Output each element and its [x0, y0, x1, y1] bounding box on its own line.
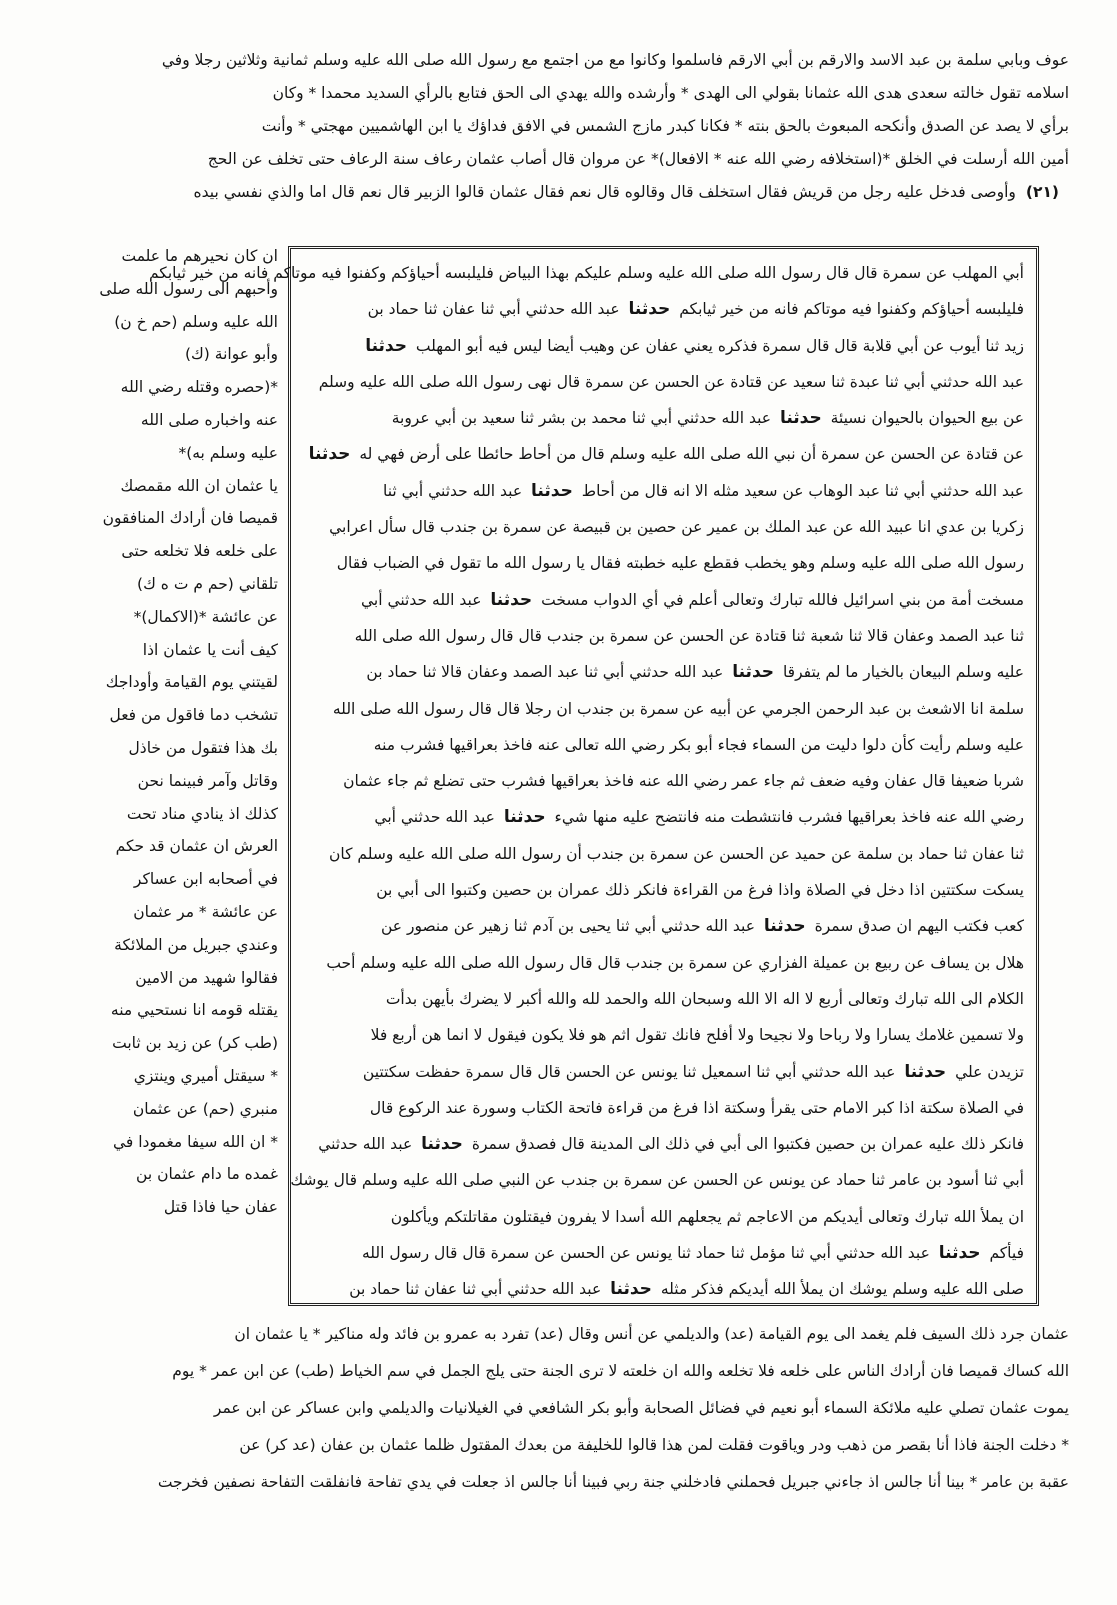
margin-line: عنه واخباره صلى الله — [140, 410, 278, 429]
header-text-block — [66, 44, 1069, 209]
main-line: عليه وسلم رأيت كأن دلوا دليت من السماء فجاء أبو بكر رضي الله تعالى عنه فاخذ بعراقيها فشرب منه — [373, 735, 1024, 754]
haddathana-marker: حدثنا — [365, 335, 407, 356]
main-line: عبد الله حدثني أبي ثنا عبد الوهاب عن سعيد مثله الا انه قال من أحاط حدثنا عبد الله حدثني أبي ثنا — [382, 480, 1024, 501]
margin-line: الله عليه وسلم (حم خ ن) — [114, 312, 278, 331]
footer-line: عقبة بن عامر * بينا أنا جالس اذ جاءني جبريل فحملني فادخلني جنة ربي فبينا أنا جالس اذ جعلت في يدي تفاحة فانفلقت التفاحة نصفين فخرجت — [157, 1473, 1069, 1491]
margin-line: على خلعه فلا تخلعه حتى — [121, 542, 278, 561]
main-line: عن قتادة عن الحسن عن سمرة أن نبي الله صلى الله عليه وسلم قال من أحاط حائطا على أرض فهي له حدثنا — [303, 436, 1024, 472]
margin-line: كذلك اذ ينادي مناد تحت — [126, 804, 278, 823]
margin-line: منبري (حم) عن عثمان — [132, 1099, 278, 1118]
margin-line: غمده ما دام عثمان بن — [136, 1165, 278, 1184]
margin-line: بك هذا فتقول من خاذل — [128, 738, 278, 757]
margin-line: فقالوا شهيد من الامين — [135, 968, 278, 987]
main-line: يسكت سكتتين اذا دخل في الصلاة واذا فرغ من القراءة فانكر ذلك عمران بن حصين وكتبوا الى أبي بن — [376, 881, 1024, 900]
margin-line: تلقاني (حم م ت ه ك) — [137, 574, 278, 593]
main-line: عليه وسلم البيعان بالخيار ما لم يتفرقا حدثنا عبد الله حدثني أبي ثنا عبد الصمد وعفان قالا ثنا حماد بن — [366, 662, 1024, 683]
margin-line: عن عائشة * مر عثمان — [133, 902, 278, 921]
main-line: كعب فكتب اليهم ان صدق سمرة حدثنا عبد الله حدثني أبي ثنا يحيى بن آدم ثنا زهير عن منصور عن — [380, 916, 1024, 937]
main-line: فيأكم حدثنا عبد الله حدثني أبي ثنا مؤمل ثنا حماد ثنا يونس عن الحسن عن سمرة قال قال رسول الله — [361, 1243, 1024, 1264]
footer-line: عثمان جرد ذلك السيف فلم يغمد الى يوم القيامة (عد) والديلمي عن أنس وقال (عد) تفرد به عمرو بن فائد وله مناكير * يا عثمان ان — [234, 1325, 1069, 1343]
haddathana-marker: حدثنا — [938, 1243, 981, 1264]
haddathana-marker: حدثنا — [531, 480, 573, 501]
main-line: مسخت أمة من بني اسرائيل فالله تبارك وتعالى أعلم في أي الدواب مسخت حدثنا عبد الله حدثني أبي — [360, 589, 1024, 610]
margin-line: عفان حيا فاذا قتل — [163, 1198, 278, 1217]
main-line: ان يملأ الله تبارك وتعالى أيديكم من الاعاجم ثم يجعلهم الله أسدا لا يفرون فيقتلون مقاتلتكم ويأكلون — [390, 1207, 1024, 1226]
margin-line: * ان الله سيفا مغمودا في — [112, 1132, 278, 1151]
margin-line: لقيتني يوم القيامة وأوداجك — [105, 673, 278, 692]
main-line: فانكر ذلك عليه عمران بن حصين فكتبوا الى أبي في ذلك الى المدينة قال فصدق سمرة حدثنا عبد الله حدثني — [318, 1134, 1024, 1155]
page-number: (٢١) — [1025, 183, 1059, 201]
haddathana-marker: حدثنا — [421, 1134, 463, 1155]
haddathana-marker: حدثنا — [763, 916, 806, 937]
main-line: أبي المهلب عن سمرة قال قال رسول الله صلى الله عليه وسلم عليكم بهذا البياض فليلبسه أحياؤكم وكفنوا فيه موتاكم فانه من خير ثيابكم — [148, 264, 1024, 282]
margin-line: وعندي جبريل من الملائكة — [114, 935, 278, 954]
footer-text-block — [66, 1316, 1069, 1501]
haddathana-marker: حدثنا — [904, 1061, 947, 1082]
header-line: أمين الله أرسلت في الخلق *(استخلافه رضي الله عنه * الافعال)* عن مروان قال أصاب عثمان رعاف سنة الرعاف حتى تخلف عن الحج — [207, 150, 1069, 168]
main-line: ولا تسمين غلامك يسارا ولا رباحا ولا نجيحا ولا أفلح فانك تقول اثم هو فلا يكون فيقول لا انما هن أربع فلا — [370, 1026, 1024, 1045]
main-line: ثنا عبد الصمد وعفان قالا ثنا شعبة ثنا قتادة عن الحسن عن سمرة بن جندب قال قال رسول الله صلى الله — [354, 626, 1024, 645]
footer-line: * دخلت الجنة فاذا أنا بقصر من ذهب ودر وياقوت فقلت لمن هذا قالوا للخليفة من بعدك المقتول ظلما عثمان بن عفان (عد كر) عن — [239, 1436, 1069, 1454]
main-line: فليلبسه أحياؤكم وكفنوا فيه موتاكم فانه من خير ثيابكم حدثنا عبد الله حدثني أبي ثنا عفان ثنا حماد بن — [367, 299, 1024, 320]
margin-line: قميصا فان أرادك المنافقون — [102, 509, 278, 528]
margin-line: ان كان نحيرهم ما علمت — [121, 247, 278, 265]
main-line: زكريا بن عدي انا عبيد الله عن عبد الملك بن عمير عن حصين بن قبيصة عن سمرة بن جندب قال سأل اعرابي — [329, 518, 1024, 537]
header-line: عوف وبابي سلمة بن عبد الاسد والارقم بن أبي الارقم فاسلموا وكانوا مع من اجتمع مع رسول الله صلى الله عليه وسلم ثمانية وثلاثين رجلا وفي — [161, 51, 1069, 69]
footer-line: الله كساك قميصا فان أرادك الناس على خلعه فلا تخلعه والله ان خلعته لا ترى الجنة حتى يلج الجمل في سم الخياط (طب) عن ابن عمر * يوم — [172, 1362, 1069, 1380]
haddathana-marker: حدثنا — [308, 444, 351, 465]
haddathana-marker: حدثنا — [503, 807, 546, 828]
haddathana-marker: حدثنا — [732, 662, 775, 683]
main-line: الكلام الى الله تبارك وتعالى أربع لا اله الا الله وسبحان الله والحمد لله والله أكبر لا يضرك بأيهن بدأت — [385, 989, 1024, 1008]
margin-line: عن عائشة *(الاكمال)* — [133, 607, 278, 626]
main-line: في الصلاة سكتة اذا كبر الامام حتى يقرأ وسكتة اذا فرغ من قراءة فاتحة الكتاب وسورة عند الركوع قال — [369, 1098, 1024, 1117]
haddathana-marker: حدثنا — [628, 299, 671, 320]
haddathana-marker: حدثنا — [779, 408, 822, 429]
main-line: تزيدن علي حدثنا عبد الله حدثني أبي ثنا اسمعيل ثنا يونس عن الحسن قال قال سمرة حفظت سكتتين — [362, 1061, 1024, 1082]
margin-column — [78, 240, 278, 1330]
margin-line: وأبو عوانة (ك) — [184, 345, 278, 364]
header-line-text: وأوصى فدخل عليه رجل من قريش فقال استخلف قال وقالوه قال نعم فقال عثمان قالوا الزبير قال نعم قال اما والذي نفسي بيده — [193, 183, 1016, 201]
margin-line: * سيقتل أميري وينتزي — [133, 1066, 278, 1085]
main-line: ثنا عفان ثنا حماد بن سلمة عن حميد عن الحسن عن سمرة بن جندب أن رسول الله صلى الله عليه وسلم كان — [329, 844, 1024, 863]
main-line: أبي ثنا أسود بن عامر ثنا حماد عن يونس عن الحسن عن سمرة بن جندب عن النبي صلى الله عليه وسلم قال يوشك — [290, 1171, 1024, 1190]
main-line: عن بيع الحيوان بالحيوان نسيئة حدثنا عبد الله حدثني أبي ثنا محمد بن بشر ثنا سعيد بن أبي عروبة — [391, 408, 1024, 429]
footer-line: يموت عثمان تصلي عليه ملائكة السماء أبو نعيم في فضائل الصحابة وأبو بكر الشافعي في الغيلانيات والديلمي وابن عساكر عن ابن عمر — [213, 1399, 1069, 1417]
margin-line: كيف أنت يا عثمان اذا — [142, 640, 278, 659]
margin-line: (طب كر) عن زيد بن ثابت — [112, 1034, 278, 1053]
margin-line: يقتله قومه انا نستحيي منه — [110, 1001, 278, 1020]
main-line: زيد ثنا أيوب عن أبي قلابة قال قال سمرة فذكره يعني عفان عن وهيب أيضا ليس فيه أبو المهلب حدثنا — [303, 328, 1024, 364]
margin-line: وقاتل وآمر فبينما نحن — [137, 771, 278, 790]
main-line: رضي الله عنه فاخذ بعراقيها فشرب فانتشطت منه فانتضح عليه منها شيء حدثنا عبد الله حدثني أبي — [374, 807, 1024, 828]
haddathana-marker: حدثنا — [490, 589, 533, 610]
haddathana-marker: حدثنا — [610, 1279, 652, 1300]
margin-line: *(حصره وقتله رضي الله — [120, 378, 278, 397]
main-line: سلمة انا الاشعث بن عبد الرحمن الجرمي عن أبيه عن سمرة بن جندب ان رجلا قال قال رسول الله صلى الله — [332, 699, 1024, 718]
header-line: برأي لا يصد عن الصدق وأنكحه المبعوث بالحق بنته * فكانا كبدر مازج الشمس في الافق فداؤك يا ابن الهاشميين مهجتي * وأنت — [261, 117, 1069, 135]
margin-line: عليه وسلم به)* — [178, 443, 278, 462]
header-line — [66, 176, 1069, 209]
margin-line: وأحبهم الى رسول الله صلى — [99, 279, 278, 298]
margin-line: في أصحابه ابن عساكر — [133, 870, 278, 889]
main-line: صلى الله عليه وسلم يوشك ان يملأ الله أيديكم فذكر مثله حدثنا عبد الله حدثني أبي ثنا عفان ثنا حماد بن — [349, 1279, 1024, 1300]
main-line: هلال بن يساف عن ربيع بن عميلة الفزاري عن سمرة بن جندب قال قال رسول الله صلى الله عليه وسلم أحب — [326, 953, 1024, 972]
main-line: رسول الله صلى الله عليه وسلم وهو يخطب فقطع عليه خطبته فقال يا رسول الله ما تقول في الضباب فقال — [336, 554, 1024, 573]
margin-line: تشخب دما فاقول من فعل — [109, 706, 278, 725]
main-line: شربا ضعيفا قال عفان وفيه ضعف ثم جاء عمر رضي الله عنه فاخذ بعراقيها فشرب حتى تضلع ثم جاء عثمان — [343, 772, 1024, 791]
header-line: اسلامه تقول خالته سعدى هدى الله عثمانا بقولي الى الهدى * وأرشده والله يهدي الى الحق فتابع بالرأي السديد محمدا * وكان — [272, 84, 1069, 102]
margin-line: يا عثمان ان الله مقمصك — [120, 476, 278, 495]
margin-line: العرش ان عثمان قد حكم — [115, 837, 278, 856]
main-line: عبد الله حدثني أبي ثنا عبدة ثنا سعيد عن قتادة عن الحسن عن سمرة قال نهى رسول الله صلى الله عليه وسلم — [318, 372, 1024, 391]
